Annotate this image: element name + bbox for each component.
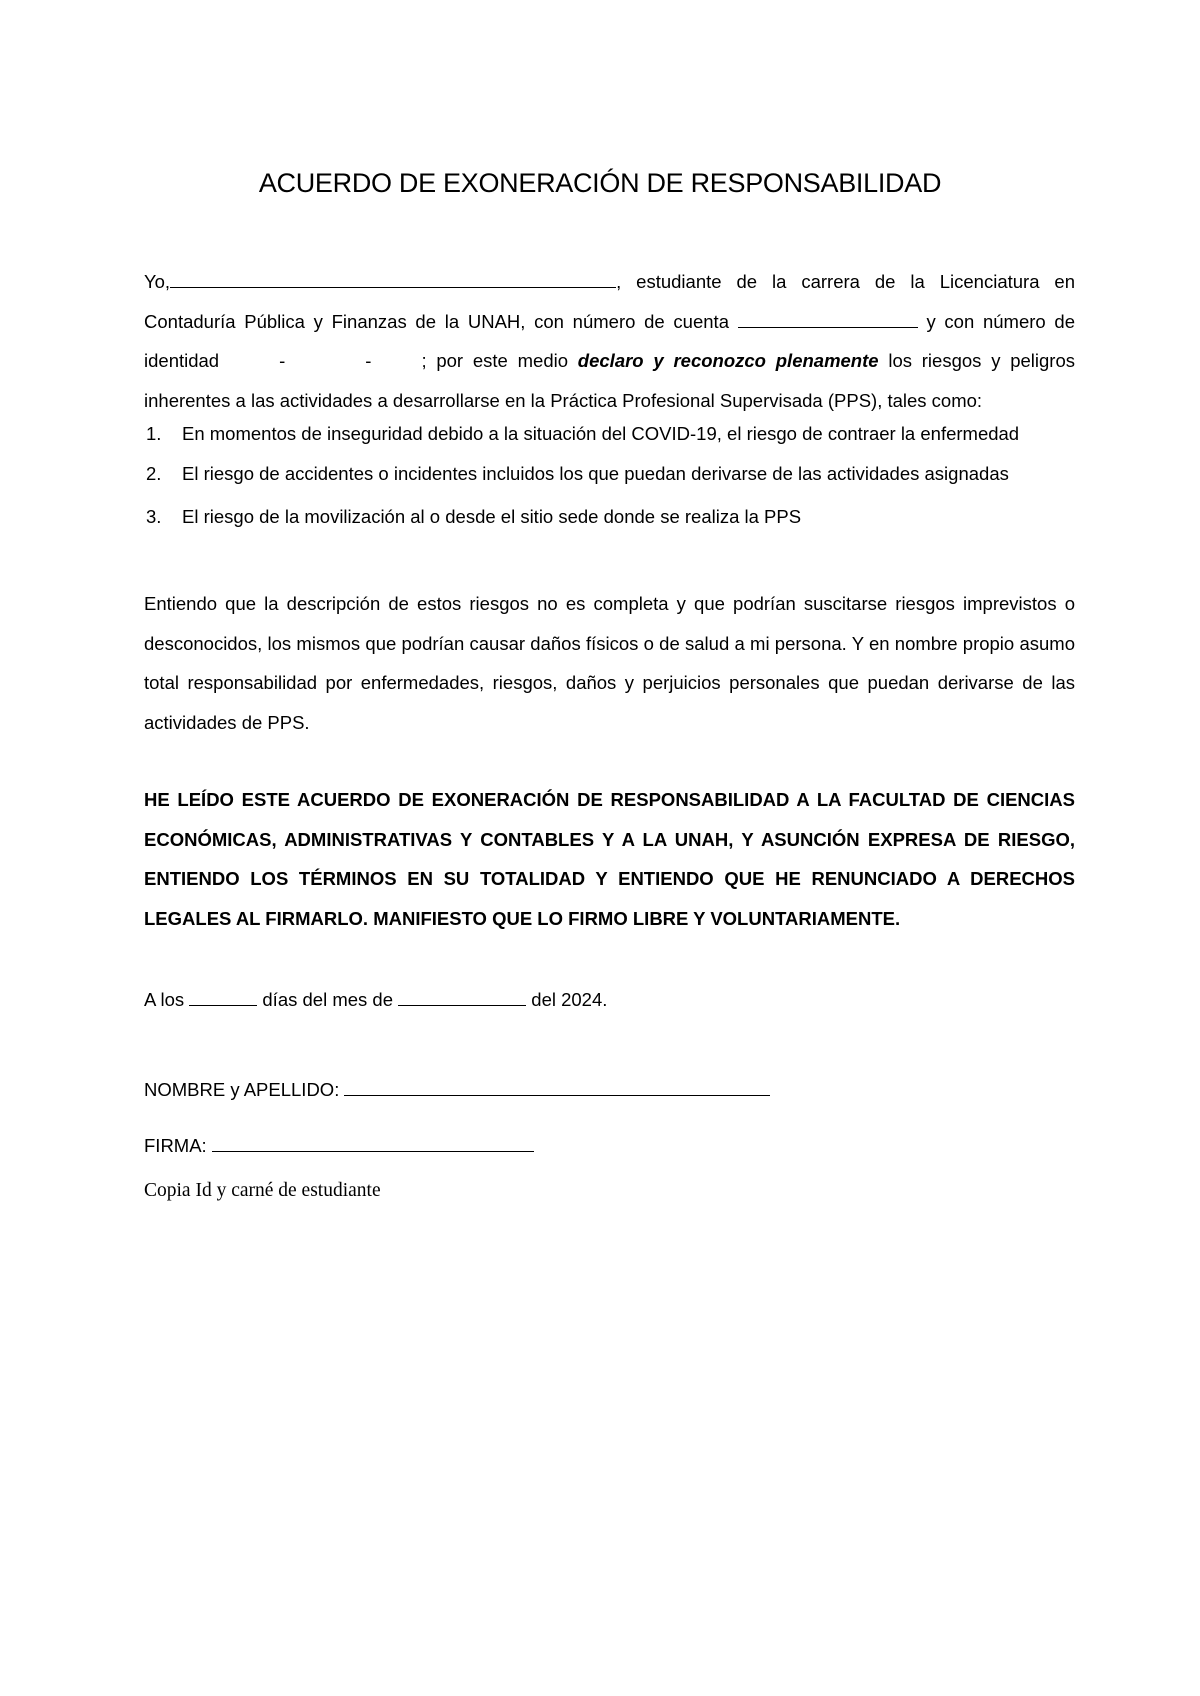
list-item-text: En momentos de inseguridad debido a la situación del COVID-19, el riesgo de contraer la enfermedad	[182, 423, 1020, 444]
list-item-text: El riesgo de accidentes o incidentes incluidos los que puedan derivarse de las actividades asignadas	[182, 463, 1009, 484]
document-title: ACUERDO DE EXONERACIÓN DE RESPONSABILIDAD	[258, 168, 942, 198]
list-item	[144, 414, 1104, 454]
attachment-note: Copia Id y carné de estudiante	[144, 1180, 381, 1201]
month-blank	[398, 987, 526, 1006]
name-label: NOMBRE y APELLIDO:	[144, 1079, 345, 1100]
date-suffix: del 2024.	[526, 989, 608, 1010]
signature-blank	[212, 1133, 534, 1152]
list-item	[144, 454, 1104, 497]
intro-after-name: , estudiante de la carrera de la Licenciatura en Contaduría Pública y Finanzas de la UNAH, con número de cuenta	[144, 271, 1075, 332]
list-item-number: 3.	[146, 506, 162, 527]
date-prefix: A los	[144, 989, 190, 1010]
intro-yo: Yo,	[144, 271, 171, 292]
id-dash-2: -	[365, 350, 372, 371]
name-blank	[170, 269, 616, 288]
day-blank	[189, 987, 257, 1006]
date-middle: días del mes de	[257, 989, 399, 1010]
name-line	[144, 1077, 770, 1101]
intro-emphasis: declaro y reconozco plenamente	[577, 350, 879, 371]
intro-after-emphasis: los riesgos y peligros inherentes a las actividades a desarrollarse en la Práctica Profesional Supervisada (PPS), tales como:	[144, 350, 1076, 411]
list-item	[144, 497, 1104, 537]
acknowledgment-paragraph: HE LEÍDO ESTE ACUERDO DE EXONERACIÓN DE RESPONSABILIDAD A LA FACULTAD DE CIENCIAS ECONÓMICAS, ADMINISTRATIVAS Y CONTABLES Y A LA UNAH, Y ASUNCIÓN EXPRESA DE RIESGO, ENTIENDO LOS TÉRMINOS EN SU TOTALIDAD Y ENTIENDO QUE HE RENUNCIADO A DERECHOS LEGALES AL FIRMARLO. MANIFIESTO QUE LO FIRMO LIBRE Y VOLUNTARIAMENTE.	[144, 789, 1075, 929]
understanding-paragraph: Entiendo que la descripción de estos riesgos no es completa y que podrían suscitarse riesgos imprevistos o desconocidos, los mismos que podrían causar daños físicos o de salud a mi persona. Y en nombre propio asumo total responsabilidad por enfermedades, riesgos, daños y perjuicios personales que puedan derivarse de las actividades de PPS.	[144, 593, 1075, 733]
intro-after-account: y con número de identidad	[144, 310, 1075, 371]
intro-paragraph	[144, 262, 1075, 420]
full-name-blank	[344, 1077, 770, 1096]
risk-list	[144, 414, 1104, 537]
date-line	[144, 987, 607, 1011]
signature-label: FIRMA:	[144, 1135, 212, 1156]
list-item-number: 1.	[146, 423, 162, 444]
list-item-text: El riesgo de la movilización al o desde el sitio sede donde se realiza la PPS	[182, 506, 802, 527]
account-number-blank	[738, 309, 918, 328]
signature-line	[144, 1133, 534, 1157]
intro-after-id: ; por este medio	[421, 350, 569, 371]
id-dash-1: -	[279, 350, 286, 371]
list-item-number: 2.	[146, 463, 162, 484]
